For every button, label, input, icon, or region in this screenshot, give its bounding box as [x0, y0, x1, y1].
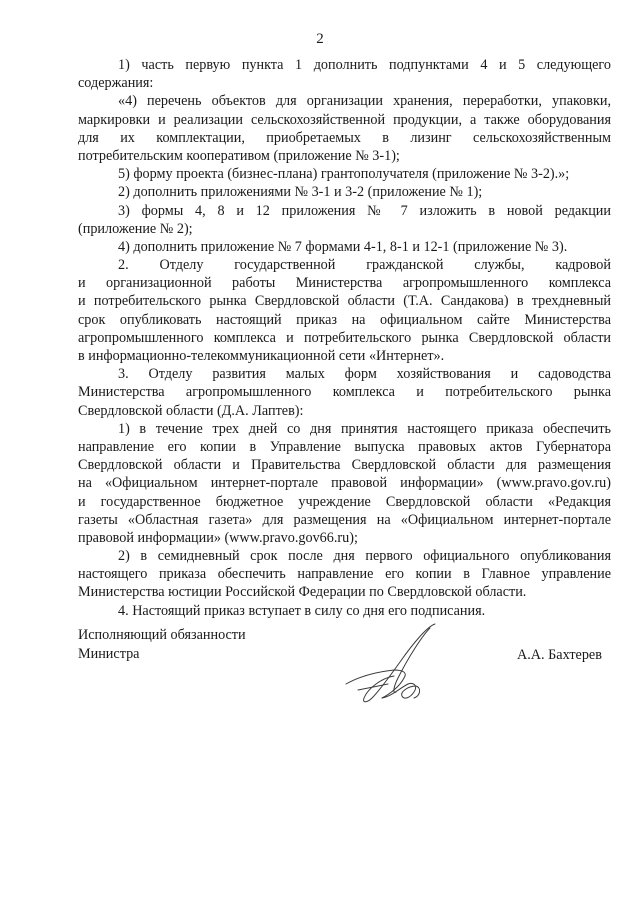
position-line: Министра	[78, 645, 140, 662]
text-line: и потребительского рынка Свердловской области (Т.А. Сандакова) в трехдневный	[78, 293, 611, 310]
text-line: в информационно-телекоммуникационной сети «Интернет».	[78, 348, 445, 364]
text-line: потребительским кооперативом (приложение № 3-1);	[78, 147, 400, 164]
text-line: 2. Отделу государственной гражданской службы, кадровой	[118, 257, 611, 274]
text-line: 2) в семидневный срок после дня первого официального опубликования	[118, 548, 611, 565]
text-line: Свердловской области (Д.А. Лаптев):	[78, 402, 304, 419]
text-line: 3) формы 4, 8 и 12 приложения № 7 изложить в новой редакции	[118, 202, 611, 219]
page-number: 2	[316, 31, 324, 47]
text-line: «4) перечень объектов для организации хранения, переработки, упаковки,	[118, 93, 611, 110]
text-line: маркировки и реализации сельскохозяйственной продукции, а также оборудования	[78, 111, 611, 128]
text-line: 5) форму проекта (бизнес-плана) грантополучателя (приложение № 3-2).»;	[118, 166, 570, 183]
handwritten-signature	[342, 618, 452, 710]
text-line: 4. Настоящий приказ вступает в силу со дня его подписания.	[118, 602, 486, 619]
signatory-position	[78, 626, 246, 663]
signatory-name: А.А. Бахтерев	[517, 647, 602, 663]
text-line: 4) дополнить приложение № 7 формами 4-1, 8-1 и 12-1 (приложение № 3).	[118, 238, 568, 255]
text-line: содержания:	[78, 75, 154, 92]
text-line: газеты «Областная газета» для размещения на «Официальном интернет-портале	[78, 511, 611, 528]
text-line: и государственное бюджетное учреждение Свердловской области «Редакция	[78, 493, 611, 510]
text-line: Министерства юстиции Российской Федерации по Свердловской области.	[78, 584, 527, 601]
text-line: направление его копии в Управление выпуска правовых актов Губернатора	[78, 438, 611, 455]
text-line: на «Официальном интернет-портале правовой информации» (www.pravo.gov.ru)	[78, 475, 611, 492]
text-line: Свердловской области и Правительства Свердловской области для размещения	[78, 457, 611, 474]
text-line: для их комплектации, приобретаемых в лизинг сельскохозяйственным	[78, 129, 611, 146]
text-line: 1) в течение трех дней со дня принятия настоящего приказа обеспечить	[118, 420, 611, 437]
text-line: 1) часть первую пункта 1 дополнить подпунктами 4 и 5 следующего	[118, 57, 611, 73]
text-line: (приложение № 2);	[78, 220, 193, 237]
text-line: правовой информации» (www.pravo.gov66.ru);	[78, 529, 358, 546]
text-line: агропромышленного комплекса и потребительского рынка Свердловской области	[78, 329, 611, 346]
text-line: настоящего приказа обеспечить направление его копии в Главное управление	[78, 566, 611, 583]
position-line: Исполняющий обязанности	[78, 627, 246, 643]
text-line: Министерства агропромышленного комплекса и потребительского рынка	[78, 384, 611, 401]
text-line: 2) дополнить приложениями № 3-1 и 3-2 (приложение № 1);	[118, 184, 483, 201]
document-body	[78, 56, 611, 620]
text-line: 3. Отделу развития малых форм хозяйствования и садоводства	[118, 366, 611, 383]
text-line: срок опубликовать настоящий приказ на официальном сайте Министерства	[78, 311, 611, 328]
text-line: и организационной работы Министерства агропромышленного комплекса	[78, 275, 611, 292]
